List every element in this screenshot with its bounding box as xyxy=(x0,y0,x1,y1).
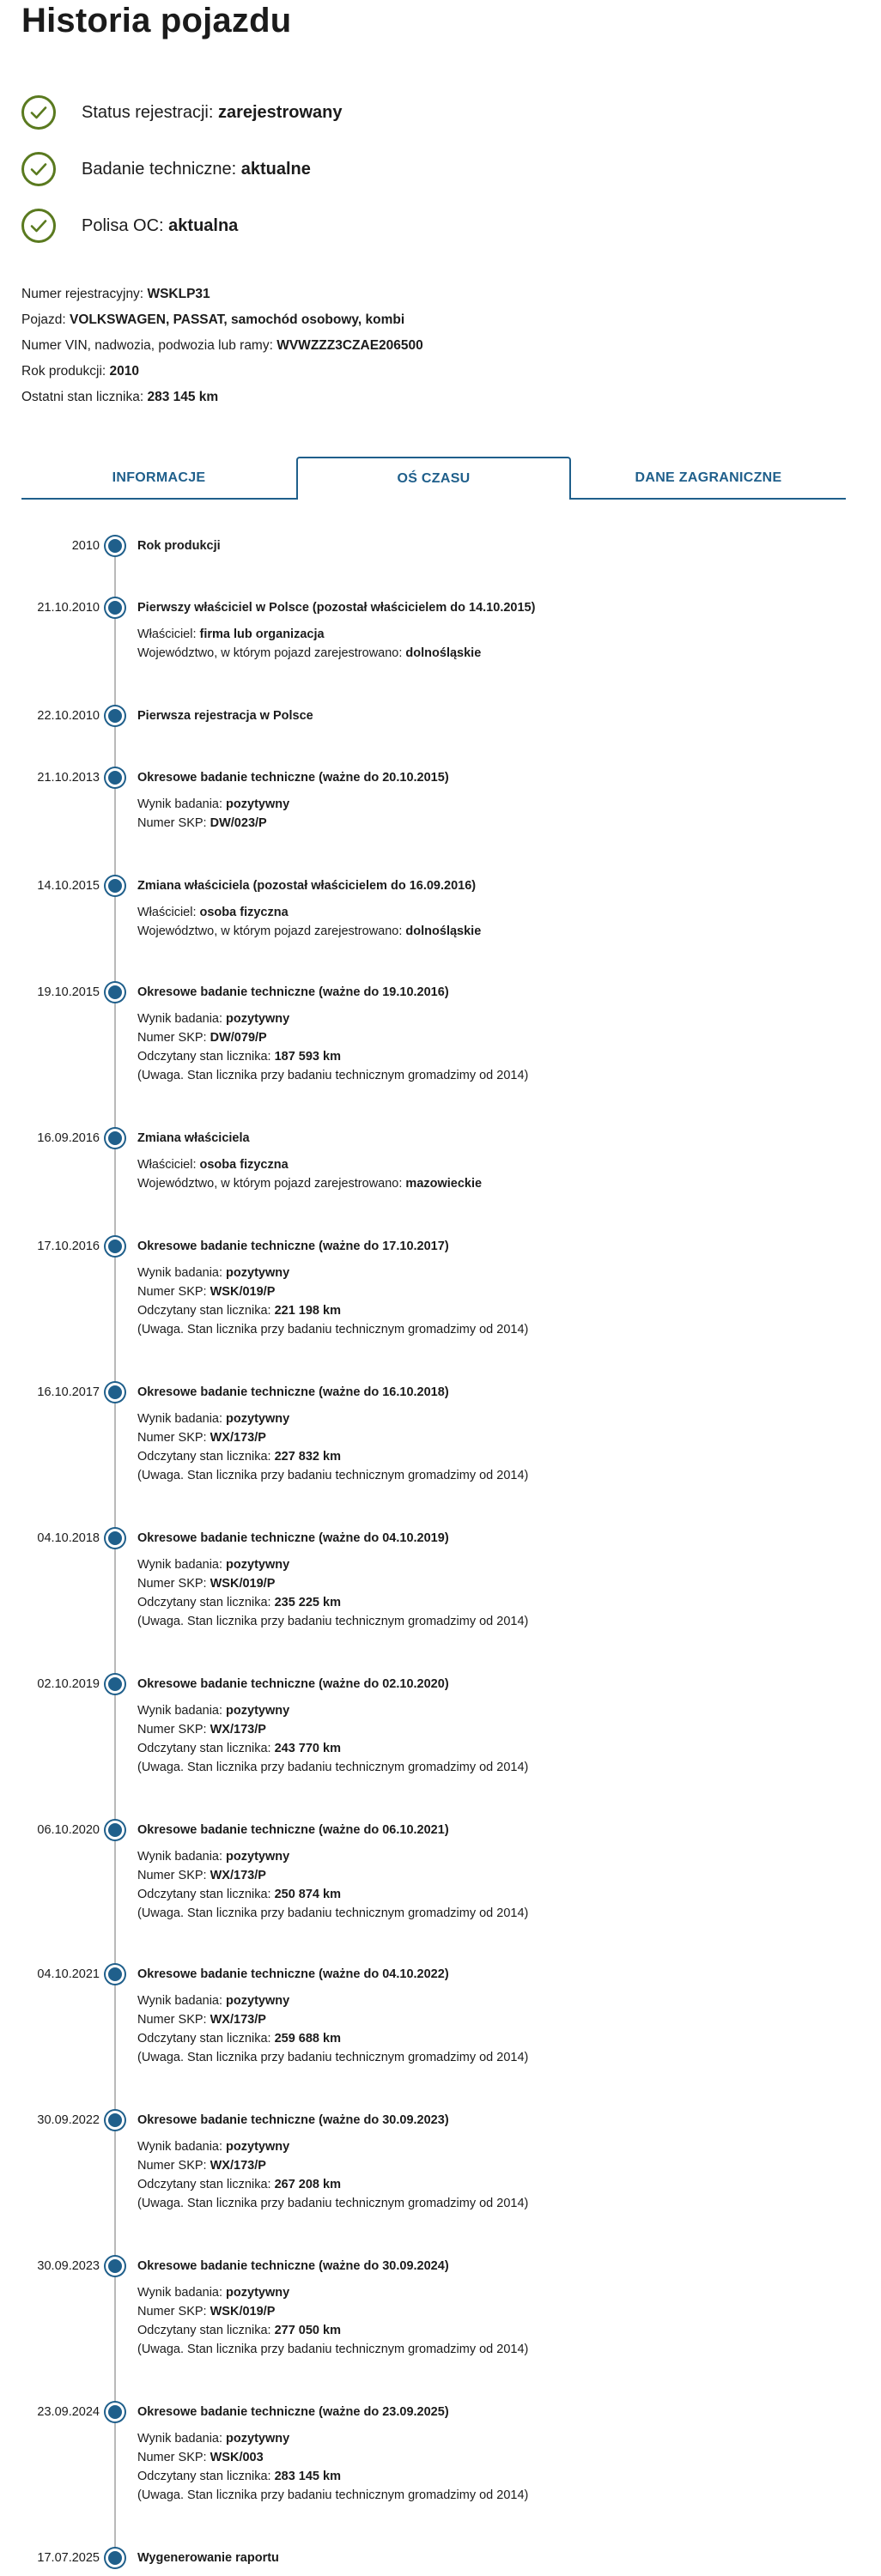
event-date: 04.10.2018 xyxy=(37,1531,100,1545)
event-detail-line xyxy=(137,2467,842,2486)
detail-value: WX/173/P xyxy=(210,2159,266,2173)
detail-label: Właściciel: xyxy=(137,906,197,919)
info-value: WSKLP31 xyxy=(147,287,210,301)
detail-label: Wynik badania: xyxy=(137,1558,223,1572)
check-circle-icon xyxy=(21,152,56,186)
detail-label: Właściciel: xyxy=(137,1158,197,1172)
event-detail-line xyxy=(137,2048,842,2067)
event-body xyxy=(137,1238,842,1339)
detail-value: pozytywny xyxy=(226,2140,290,2154)
event-details xyxy=(137,1009,842,1085)
event-date: 14.10.2015 xyxy=(37,879,100,893)
detail-value: pozytywny xyxy=(226,1994,290,2008)
event-detail-line xyxy=(137,1466,842,1485)
detail-label: Wynik badania: xyxy=(137,1266,223,1280)
detail-value: pozytywny xyxy=(226,1558,290,1572)
event-date: 16.10.2017 xyxy=(37,1385,100,1399)
status-label: Polisa OC: xyxy=(82,215,164,235)
event-detail-line xyxy=(137,1320,842,1339)
page-title: Historia pojazdu xyxy=(21,2,292,39)
detail-label: Wynik badania: xyxy=(137,797,223,811)
info-vin xyxy=(21,333,423,359)
tab-os-czasu[interactable]: OŚ CZASU xyxy=(296,457,571,500)
event-date: 02.10.2019 xyxy=(37,1677,100,1691)
timeline xyxy=(0,515,881,2576)
detail-label: Numer SKP: xyxy=(137,1577,207,1591)
timeline-dot-icon xyxy=(106,2403,125,2421)
vehicle-info xyxy=(21,282,423,410)
event-date: 16.09.2016 xyxy=(37,1131,100,1145)
info-value: WVWZZZ3CZAE206500 xyxy=(276,338,423,353)
timeline-dot-icon xyxy=(106,1965,125,1984)
detail-label: Numer SKP: xyxy=(137,2159,207,2173)
timeline-dot-icon xyxy=(106,598,125,617)
detail-label: (Uwaga. Stan licznika przy badaniu technicznym gromadzimy od 2014) xyxy=(137,2051,529,2064)
event-details xyxy=(137,1555,842,1631)
status-label: Badanie techniczne: xyxy=(82,159,237,179)
event-detail-line xyxy=(137,1282,842,1301)
timeline-dot-icon xyxy=(106,1237,125,1256)
detail-label: Numer SKP: xyxy=(137,2305,207,2318)
detail-label: (Uwaga. Stan licznika przy badaniu technicznym gromadzimy od 2014) xyxy=(137,1761,529,1774)
event-title: Pierwsza rejestracja w Polsce xyxy=(137,709,313,723)
detail-label: (Uwaga. Stan licznika przy badaniu technicznym gromadzimy od 2014) xyxy=(137,1469,529,1482)
detail-value: WSK/019/P xyxy=(210,1285,276,1299)
detail-value: dolnośląskie xyxy=(405,924,482,938)
event-detail-line xyxy=(137,1447,842,1466)
detail-label: Wynik badania: xyxy=(137,2432,223,2446)
event-detail-line xyxy=(137,2137,842,2156)
detail-label: Województwo, w którym pojazd zarejestrowano: xyxy=(137,646,403,660)
detail-label: Wynik badania: xyxy=(137,1412,223,1426)
timeline-dot-icon xyxy=(106,1129,125,1148)
event-body xyxy=(137,1821,842,1923)
event-title: Okresowe badanie techniczne (ważne do 19.10.2016) xyxy=(137,985,449,999)
event-details xyxy=(137,1991,842,2067)
event-title: Okresowe badanie techniczne (ważne do 02.10.2020) xyxy=(137,1677,449,1691)
event-detail-line xyxy=(137,644,842,663)
tab-dane-zagraniczne[interactable]: DANE ZAGRANICZNE xyxy=(635,470,782,485)
event-title: Rok produkcji xyxy=(137,539,221,553)
detail-value: WX/173/P xyxy=(210,1723,266,1737)
detail-value: osoba fizyczna xyxy=(199,906,289,919)
event-body xyxy=(137,877,842,941)
tab-bar xyxy=(21,457,846,500)
event-title: Pierwszy właściciel w Polsce (pozostał właścicielem do 14.10.2015) xyxy=(137,601,536,615)
detail-label: Odczytany stan licznika: xyxy=(137,1742,271,1755)
timeline-dot-icon xyxy=(106,2111,125,2130)
detail-value: WX/173/P xyxy=(210,2013,266,2027)
event-details xyxy=(137,903,842,941)
event-details xyxy=(137,1701,842,1777)
event-detail-line xyxy=(137,2340,842,2359)
status-label: Status rejestracji: xyxy=(82,102,214,122)
detail-value: osoba fizyczna xyxy=(199,1158,289,1172)
timeline-dot-icon xyxy=(106,1675,125,1694)
event-title: Okresowe badanie techniczne (ważne do 06.10.2021) xyxy=(137,1823,449,1837)
event-details xyxy=(137,1409,842,1485)
event-details xyxy=(137,1155,842,1193)
detail-label: (Uwaga. Stan licznika przy badaniu technicznym gromadzimy od 2014) xyxy=(137,1906,529,1920)
event-detail-line xyxy=(137,2156,842,2175)
detail-label: Odczytany stan licznika: xyxy=(137,1050,271,1064)
detail-value: WSK/019/P xyxy=(210,2305,276,2318)
event-details xyxy=(137,1847,842,1923)
detail-value: DW/079/P xyxy=(210,1031,267,1045)
event-body xyxy=(137,1966,842,2067)
event-body xyxy=(137,2112,842,2213)
detail-label: Odczytany stan licznika: xyxy=(137,1596,271,1609)
event-detail-line xyxy=(137,1301,842,1320)
event-body xyxy=(137,2549,842,2567)
info-value: 283 145 km xyxy=(147,390,219,404)
timeline-dot-icon xyxy=(106,1383,125,1402)
event-body xyxy=(137,2258,842,2359)
timeline-dot-icon xyxy=(106,1821,125,1840)
detail-value: pozytywny xyxy=(226,1412,290,1426)
event-date: 19.10.2015 xyxy=(37,985,100,999)
detail-label: Wynik badania: xyxy=(137,1012,223,1026)
event-title: Okresowe badanie techniczne (ważne do 30.09.2024) xyxy=(137,2259,449,2273)
event-date: 21.10.2013 xyxy=(37,771,100,785)
check-circle-icon xyxy=(21,209,56,243)
event-detail-line xyxy=(137,1720,842,1739)
detail-value: 235 225 km xyxy=(274,1596,341,1609)
info-production-year xyxy=(21,359,423,385)
detail-value: pozytywny xyxy=(226,1012,290,1026)
event-detail-line xyxy=(137,1991,842,2010)
detail-label: (Uwaga. Stan licznika przy badaniu technicznym gromadzimy od 2014) xyxy=(137,1069,529,1082)
event-body xyxy=(137,984,842,1085)
event-date: 17.07.2025 xyxy=(37,2551,100,2565)
event-date: 04.10.2021 xyxy=(37,1967,100,1981)
event-detail-line xyxy=(137,2302,842,2321)
detail-value: 267 208 km xyxy=(274,2178,341,2191)
detail-value: WSK/003 xyxy=(210,2451,264,2464)
detail-value: 250 874 km xyxy=(274,1888,341,1901)
event-title: Zmiana właściciela (pozostał właścicielem do 16.09.2016) xyxy=(137,879,477,893)
detail-label: Wynik badania: xyxy=(137,1994,223,2008)
detail-label: (Uwaga. Stan licznika przy badaniu technicznym gromadzimy od 2014) xyxy=(137,2197,529,2210)
event-detail-line xyxy=(137,2429,842,2448)
event-detail-line xyxy=(137,1155,842,1174)
detail-value: WX/173/P xyxy=(210,1431,266,1445)
detail-value: pozytywny xyxy=(226,1704,290,1718)
detail-label: Numer SKP: xyxy=(137,1723,207,1737)
event-date: 21.10.2010 xyxy=(37,601,100,615)
event-body xyxy=(137,769,842,833)
status-value: zarejestrowany xyxy=(217,102,343,122)
event-body xyxy=(137,599,842,663)
event-detail-line xyxy=(137,2283,842,2302)
tab-informacje[interactable]: INFORMACJE xyxy=(112,470,206,485)
timeline-dot-icon xyxy=(106,2549,125,2567)
event-detail-line xyxy=(137,1593,842,1612)
timeline-dot-icon xyxy=(106,706,125,725)
event-body xyxy=(137,1530,842,1631)
event-title: Okresowe badanie techniczne (ważne do 23.09.2025) xyxy=(137,2405,449,2419)
detail-value: mazowieckie xyxy=(405,1177,483,1191)
event-detail-line xyxy=(137,2194,842,2213)
event-body xyxy=(137,707,842,724)
event-date: 22.10.2010 xyxy=(37,709,100,723)
detail-value: DW/023/P xyxy=(210,816,267,830)
event-title: Okresowe badanie techniczne (ważne do 04.10.2019) xyxy=(137,1531,449,1545)
event-detail-line xyxy=(137,2448,842,2467)
event-date: 2010 xyxy=(71,539,100,553)
info-label: Pojazd: xyxy=(21,312,66,327)
detail-label: Numer SKP: xyxy=(137,1431,207,1445)
status-technical-inspection xyxy=(21,149,311,189)
timeline-dot-icon xyxy=(106,536,125,555)
detail-value: 283 145 km xyxy=(274,2470,341,2483)
status-insurance xyxy=(21,206,238,245)
detail-label: Wynik badania: xyxy=(137,1704,223,1718)
detail-label: (Uwaga. Stan licznika przy badaniu technicznym gromadzimy od 2014) xyxy=(137,1615,529,1628)
event-detail-line xyxy=(137,795,842,814)
detail-label: (Uwaga. Stan licznika przy badaniu technicznym gromadzimy od 2014) xyxy=(137,1323,529,1336)
detail-label: Właściciel: xyxy=(137,627,197,641)
timeline-dot-icon xyxy=(106,876,125,895)
detail-label: Odczytany stan licznika: xyxy=(137,1888,271,1901)
event-detail-line xyxy=(137,1612,842,1631)
detail-value: pozytywny xyxy=(226,1850,290,1864)
timeline-dot-icon xyxy=(106,983,125,1002)
event-detail-line xyxy=(137,1066,842,1085)
event-title: Wygenerowanie raportu xyxy=(137,2551,279,2565)
info-value: 2010 xyxy=(109,364,140,379)
status-text xyxy=(82,103,342,123)
timeline-dot-icon xyxy=(106,1529,125,1548)
event-detail-line xyxy=(137,1409,842,1428)
event-detail-line xyxy=(137,1758,842,1777)
status-text xyxy=(82,216,238,236)
event-title: Zmiana właściciela xyxy=(137,1131,250,1145)
event-detail-line xyxy=(137,2486,842,2505)
detail-value: firma lub organizacja xyxy=(199,627,325,641)
event-detail-line xyxy=(137,1904,842,1923)
event-detail-line xyxy=(137,1028,842,1047)
event-detail-line xyxy=(137,1701,842,1720)
detail-value: 187 593 km xyxy=(274,1050,341,1064)
info-label: Numer rejestracyjny: xyxy=(21,287,144,301)
check-circle-icon xyxy=(21,95,56,130)
event-body xyxy=(137,1130,842,1193)
event-detail-line xyxy=(137,1574,842,1593)
detail-value: 243 770 km xyxy=(274,1742,341,1755)
event-detail-line xyxy=(137,1264,842,1282)
detail-label: Wynik badania: xyxy=(137,2286,223,2300)
event-detail-line xyxy=(137,2029,842,2048)
event-detail-line xyxy=(137,2321,842,2340)
event-detail-line xyxy=(137,2175,842,2194)
info-vehicle xyxy=(21,307,423,333)
event-detail-line xyxy=(137,903,842,922)
event-detail-line xyxy=(137,922,842,941)
detail-label: Wynik badania: xyxy=(137,2140,223,2154)
event-detail-line xyxy=(137,1739,842,1758)
detail-label: Numer SKP: xyxy=(137,1031,207,1045)
event-title: Okresowe badanie techniczne (ważne do 17.10.2017) xyxy=(137,1240,449,1253)
detail-label: (Uwaga. Stan licznika przy badaniu technicznym gromadzimy od 2014) xyxy=(137,2488,529,2502)
event-detail-line xyxy=(137,625,842,644)
event-detail-line xyxy=(137,2010,842,2029)
info-value: VOLKSWAGEN, PASSAT, samochód osobowy, kombi xyxy=(70,312,405,327)
status-value: aktualna xyxy=(168,215,239,235)
detail-label: Odczytany stan licznika: xyxy=(137,1450,271,1464)
event-detail-line xyxy=(137,814,842,833)
event-body xyxy=(137,1384,842,1485)
event-title: Okresowe badanie techniczne (ważne do 30.09.2023) xyxy=(137,2113,449,2127)
event-detail-line xyxy=(137,1555,842,1574)
detail-label: (Uwaga. Stan licznika przy badaniu technicznym gromadzimy od 2014) xyxy=(137,2343,529,2356)
detail-label: Numer SKP: xyxy=(137,816,207,830)
event-title: Okresowe badanie techniczne (ważne do 04.10.2022) xyxy=(137,1967,449,1981)
detail-label: Odczytany stan licznika: xyxy=(137,2178,271,2191)
timeline-dot-icon xyxy=(106,2257,125,2276)
detail-label: Numer SKP: xyxy=(137,2013,207,2027)
event-details xyxy=(137,2283,842,2359)
event-detail-line xyxy=(137,1847,842,1866)
detail-label: Województwo, w którym pojazd zarejestrowano: xyxy=(137,1177,403,1191)
info-label: Numer VIN, nadwozia, podwozia lub ramy: xyxy=(21,338,273,353)
detail-value: 221 198 km xyxy=(274,1304,341,1318)
event-detail-line xyxy=(137,1428,842,1447)
detail-value: pozytywny xyxy=(226,1266,290,1280)
status-value: aktualne xyxy=(240,159,311,179)
detail-value: pozytywny xyxy=(226,2432,290,2446)
event-date: 17.10.2016 xyxy=(37,1240,100,1253)
event-title: Okresowe badanie techniczne (ważne do 20.10.2015) xyxy=(137,771,449,785)
event-details xyxy=(137,2137,842,2213)
event-body xyxy=(137,537,842,555)
detail-value: WSK/019/P xyxy=(210,1577,276,1591)
event-detail-line xyxy=(137,1009,842,1028)
detail-label: Odczytany stan licznika: xyxy=(137,2470,271,2483)
detail-value: pozytywny xyxy=(226,797,290,811)
detail-value: 277 050 km xyxy=(274,2324,341,2337)
event-date: 23.09.2024 xyxy=(37,2405,100,2419)
info-label: Ostatni stan licznika: xyxy=(21,390,144,404)
detail-label: Numer SKP: xyxy=(137,2451,207,2464)
info-odometer xyxy=(21,385,423,410)
detail-label: Wynik badania: xyxy=(137,1850,223,1864)
event-details xyxy=(137,625,842,663)
info-label: Rok produkcji: xyxy=(21,364,106,379)
event-detail-line xyxy=(137,1885,842,1904)
event-detail-line xyxy=(137,1174,842,1193)
detail-value: WX/173/P xyxy=(210,1869,266,1882)
detail-label: Odczytany stan licznika: xyxy=(137,2032,271,2046)
event-details xyxy=(137,795,842,833)
detail-value: 259 688 km xyxy=(274,2032,341,2046)
event-detail-line xyxy=(137,1047,842,1066)
event-date: 30.09.2022 xyxy=(37,2113,100,2127)
timeline-dot-icon xyxy=(106,768,125,787)
event-title: Okresowe badanie techniczne (ważne do 16.10.2018) xyxy=(137,1385,449,1399)
event-body xyxy=(137,1676,842,1777)
event-details xyxy=(137,2429,842,2505)
event-details xyxy=(137,1264,842,1339)
detail-value: dolnośląskie xyxy=(405,646,482,660)
detail-label: Numer SKP: xyxy=(137,1285,207,1299)
detail-value: pozytywny xyxy=(226,2286,290,2300)
detail-value: 227 832 km xyxy=(274,1450,341,1464)
event-detail-line xyxy=(137,1866,842,1885)
detail-label: Odczytany stan licznika: xyxy=(137,2324,271,2337)
info-registration-number xyxy=(21,282,423,307)
status-text xyxy=(82,160,311,179)
detail-label: Województwo, w którym pojazd zarejestrowano: xyxy=(137,924,403,938)
event-date: 30.09.2023 xyxy=(37,2259,100,2273)
detail-label: Numer SKP: xyxy=(137,1869,207,1882)
event-body xyxy=(137,2403,842,2505)
status-registration xyxy=(21,93,342,132)
detail-label: Odczytany stan licznika: xyxy=(137,1304,271,1318)
event-date: 06.10.2020 xyxy=(37,1823,100,1837)
